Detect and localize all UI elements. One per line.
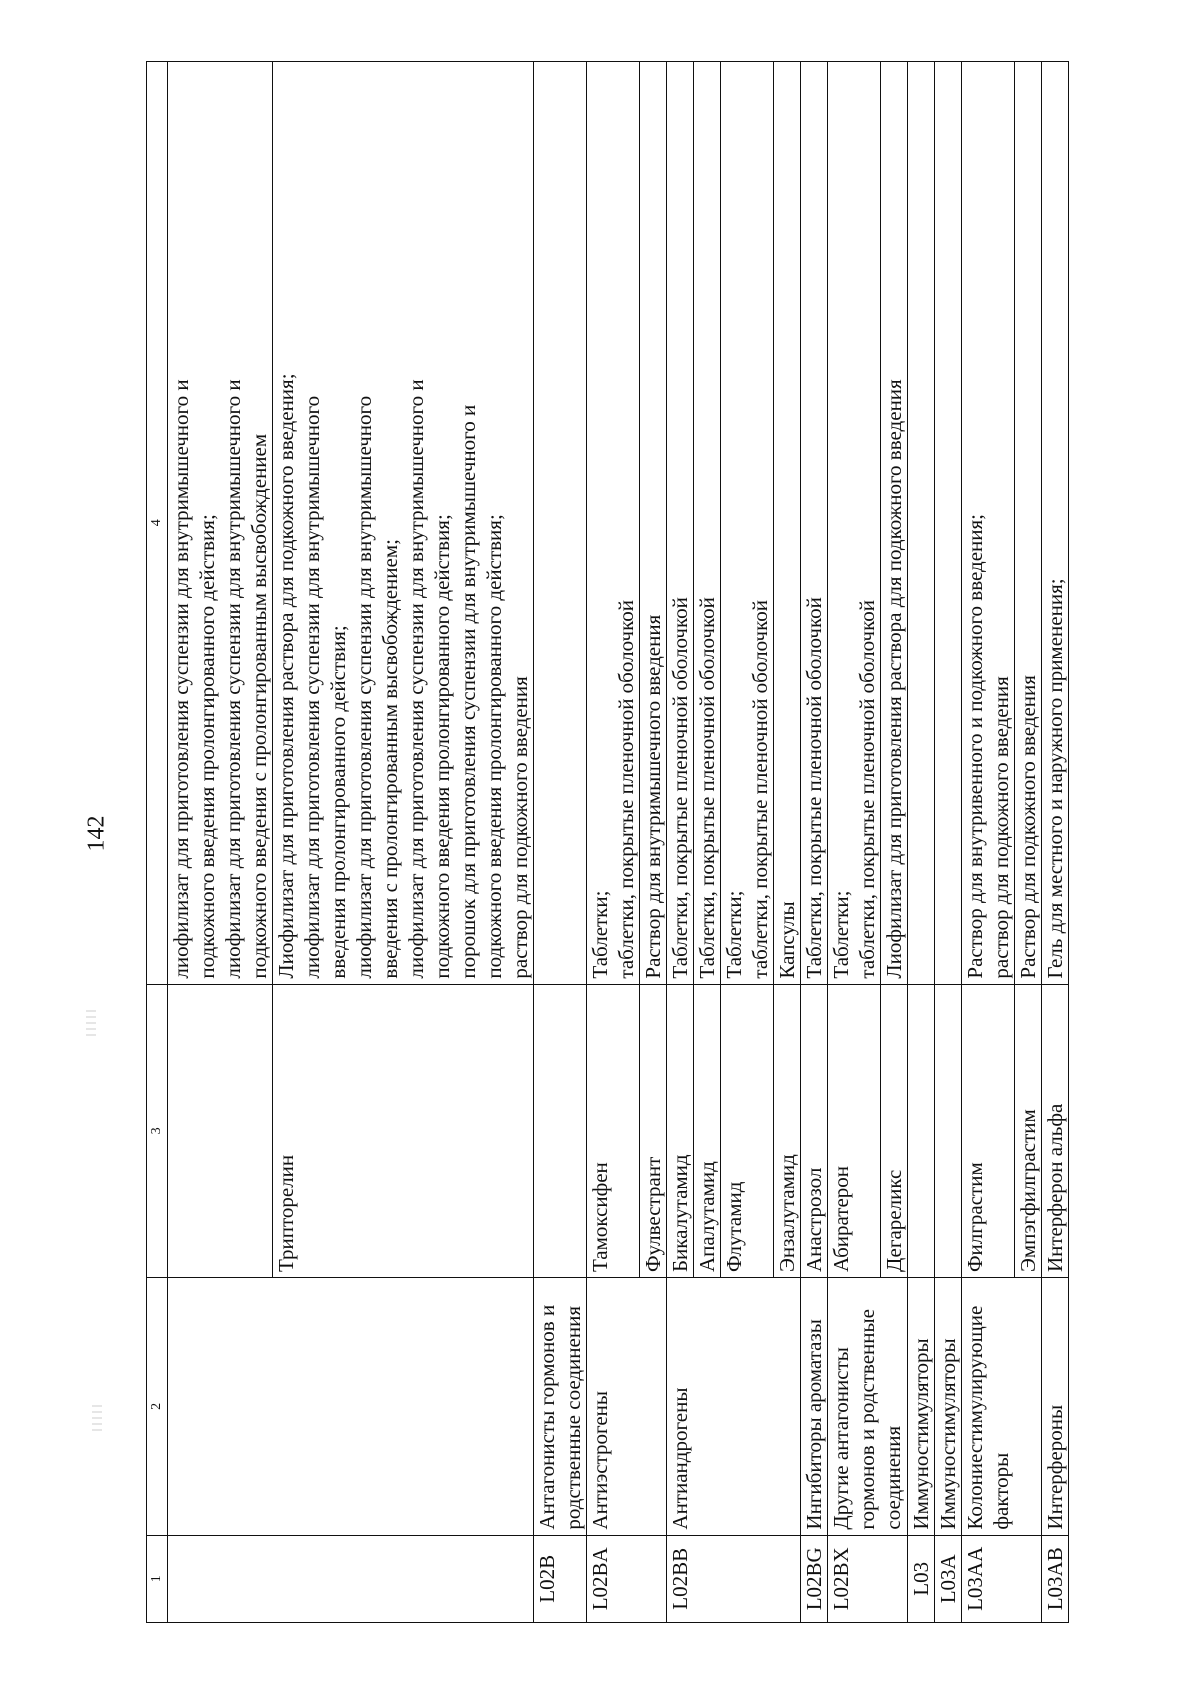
substance-cell: Дегареликс [881,984,908,1277]
column-header-4: 4 [147,62,168,985]
substance-cell: Фулвестрант [640,984,667,1277]
atc-code-cell [168,1535,534,1622]
table-row [801,62,828,1623]
rotated-page [146,61,1196,1623]
atc-code-cell: L02BA [587,1535,667,1622]
dosage-form-cell: Лиофилизат для приготовления раствора для подкожного введения; лиофилизат для приготовления суспензии для внутримышечного введения пролонгированного действия; лиофилизат для приготовления суспензии для внутримышечного введения с пролонгированным высвобождением; лиофилизат для приготовления суспензии для внутримышечного и подкожного введения пролонгированного действия; порошок для приготовления суспензии для внутримышечного и подкожного введения пролонгированного действия; раствор для подкожного введения [273,62,534,985]
substance-cell: Тамоксифен [587,984,640,1277]
atc-code-cell: L03 [908,1535,935,1622]
group-name-cell: Антиандрогены [667,1278,801,1536]
group-name-cell [168,1278,534,1536]
group-name-cell: Антагонисты гормонов и родственные соединения [534,1278,587,1536]
substance-cell: Бикалутамид [667,984,694,1277]
dosage-form-cell [908,62,935,985]
substance-cell [168,984,273,1277]
dosage-form-cell [534,62,587,985]
substance-cell: Апалутамид [694,984,721,1277]
atc-code-cell: L03A [935,1535,962,1622]
scan-speck [86,1010,96,1040]
atc-code-cell: L02BB [667,1535,801,1622]
drug-table [146,61,1069,1623]
group-name-cell: Интерфероны [1042,1278,1069,1536]
table-row [1042,62,1069,1623]
column-header-3: 3 [147,984,168,1277]
dosage-form-cell: Гель для местного и наружного применения; [1042,62,1069,985]
atc-code-cell: L02B [534,1535,587,1622]
table-row [534,62,587,1623]
dosage-form-cell: Таблетки; таблетки, покрытые пленочной оболочкой [828,62,881,985]
substance-cell: Трипторелин [273,984,534,1277]
dosage-form-cell: Лиофилизат для приготовления раствора для подкожного введения [881,62,908,985]
scan-speck [92,1405,102,1431]
substance-cell [935,984,962,1277]
atc-code-cell: L03AB [1042,1535,1069,1622]
page-number: 142 [83,815,110,852]
substance-cell [908,984,935,1277]
dosage-form-cell: Раствор для внутривенного и подкожного введения; раствор для подкожного введения [962,62,1015,985]
dosage-form-cell: Таблетки, покрытые пленочной оболочкой [667,62,694,985]
table-row [908,62,935,1623]
substance-cell [534,984,587,1277]
column-header-2: 2 [147,1278,168,1536]
dosage-form-cell: Раствор для подкожного введения [1015,62,1042,985]
column-header-1: 1 [147,1535,168,1622]
dosage-form-cell: Таблетки; таблетки, покрытые пленочной оболочкой [587,62,640,985]
substance-cell: Интерферон альфа [1042,984,1069,1277]
table-row [587,62,640,1623]
substance-cell: Абиратерон [828,984,881,1277]
dosage-form-cell [935,62,962,985]
column-header-row [147,62,168,1623]
table-row [828,62,881,1623]
substance-cell: Флутамид [721,984,774,1277]
table-row [168,62,273,1623]
dosage-form-cell: Таблетки, покрытые пленочной оболочкой [694,62,721,985]
table-row [962,62,1015,1623]
group-name-cell: Ингибиторы ароматазы [801,1278,828,1536]
group-name-cell: Антиэстрогены [587,1278,667,1536]
atc-code-cell: L03AA [962,1535,1042,1622]
group-name-cell: Иммуностимуляторы [935,1278,962,1536]
dosage-form-cell: Таблетки; таблетки, покрытые пленочной оболочкой [721,62,774,985]
substance-cell: Энзалутамид [774,984,801,1277]
group-name-cell: Другие антагонисты гормонов и родственные соединения [828,1278,908,1536]
atc-code-cell: L02BX [828,1535,908,1622]
group-name-cell: Колониестимулирующие факторы [962,1278,1042,1536]
dosage-form-cell: лиофилизат для приготовления суспензии для внутримышечного и подкожного введения пролонгированного действия; лиофилизат для приготовления суспензии для внутримышечного и подкожного введения с пролонгированным высвобождением [168,62,273,985]
table-row [935,62,962,1623]
group-name-cell: Иммуностимуляторы [908,1278,935,1536]
atc-code-cell: L02BG [801,1535,828,1622]
dosage-form-cell: Таблетки, покрытые пленочной оболочкой [801,62,828,985]
substance-cell: Эмпэгфилграстим [1015,984,1042,1277]
substance-cell: Филграстим [962,984,1015,1277]
table-row [667,62,694,1623]
substance-cell: Анастрозол [801,984,828,1277]
dosage-form-cell: Раствор для внутримышечного введения [640,62,667,985]
dosage-form-cell: Капсулы [774,62,801,985]
